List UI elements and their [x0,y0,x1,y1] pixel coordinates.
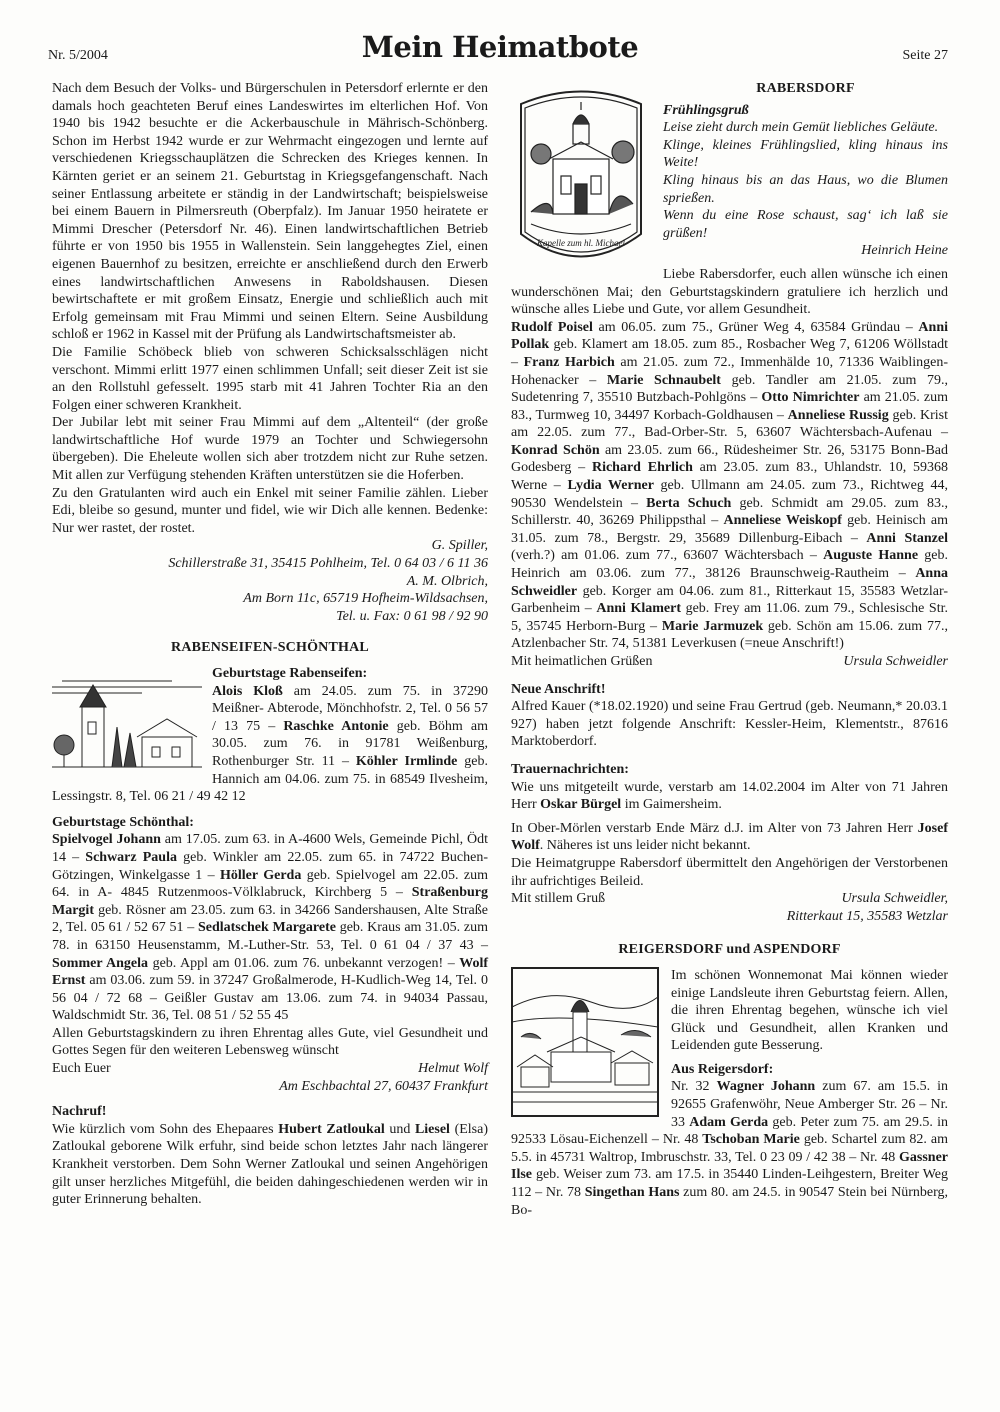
condolence-text-1: Wie uns mitgeteilt wurde, verstarb am 14.02.2004 im Alter von 71 Jahren Herr Oskar Bürgel im Gaimersheim. [511,779,948,813]
schoenthal-wish-text: Allen Geburtstagskindern zu ihren Ehrentag alles Gute, viel Gesundheit und Gottes Segen für den weiteren Lebensweg wünscht [52,1025,488,1059]
masthead-title: Mein Heimatbote [361,30,639,64]
rabersdorf-signature-row [511,653,948,671]
left-column [52,80,488,1209]
rabersdorf-poem-block [511,80,948,319]
signature-wolf-name: Helmut Wolf [418,1061,488,1077]
obituary-text: Wie kürzlich vom Sohn des Ehepaares Hubert Zatloukal und Liesel (Elsa) Zatloukal geborene Wilk erfuhr, sind beide schon letztes Jahr nach längerer Krankheit verstorben. Dem Sohn Werner Zatloukal und seinen Angehörigen gilt unser herzliches Mitgefühl, die beiden dahingeschiedenen werden wir in guter Erinnerung behalten. [52,1121,488,1208]
schoenthal-closing: Euch Euer [52,1061,111,1077]
condolence-text-2: In Ober-Mörlen verstarb Ende März d.J. im Alter von 73 Jahren Herr Josef Wolf. Näheres ist uns leider nicht bekannt. [511,820,948,854]
issue-number: Nr. 5/2004 [48,48,108,63]
signature-spiller-address: Schillerstraße 31, 35415 Pohlheim, Tel. 0 64 03 / 6 11 36 [168,556,488,572]
chapel-caption: Kapelle zum hl. Michael [537,238,625,248]
condolence-signature-name: Ursula Schweidler, [841,891,948,907]
poem-line-2: Klinge, kleines Frühlingslied, kling hinaus ins Weite! [663,137,948,171]
rabersdorf-closing: Mit heimatlichen Grüßen [511,654,653,669]
rabersdorf-greeting: Liebe Rabersdorfer, euch allen wünsche ich einen wunderschönen Mai; den Geburtstagskindern gratuliere ich herzlich und wünsche alles Liebe und Gute, vor allem Gesundheit. [511,266,948,318]
schoenthal-birthdays-text: Spielvogel Johann am 17.05. zum 63. in A-4600 Wels, Gemeinde Pichl, Ödt 14 – Schwarz Paula geb. Winkler am 22.05. zum 65. in 74722 Buchen-Götzingen, Winkelgasse 1 – Höller Gerda geb. Spielvogel am 22.05. zum 64. in A- 4845 Rutzenmoos-Völklabruck, Kirchberg 5 – Straßenburg Margit geb. Rösner am 23.05. zum 63. in 34266 Sandershausen, Alte Straße 2, Tel. 05 61 / 52 67 51 – Sedlatschek Margarete geb. Kraus am 31.05. zum 78. in 63150 Heusenstamm, M.-Luther-Str. 53, Tel. 0 61 04 / 37 43 – Sommer Angela geb. Appl am 01.06. zum 76. unbekannt verzogen! – Wolf Ernst am 03.06. zum 59. in 37247 Großalmerode, H-Kudlich-Weg 14, Tel. 0 56 04 / 72 68 – Geißler Gustav am 13.06. zum 74. in 94034 Passau, Waldschmidt Str. 36, Tel. 08 51 / 52 55 45 [52,832,489,1024]
retirement-text: Der Jubilar lebt mit seiner Frau Mimmi auf dem „Altenteil“ (der große landwirtschaftliche Hof wurde 1979 an Tochter und Schwiegersohn übergeben). Die Eheleute wollen sich aber trotzdem nicht zur Ruhe setzen. Mit allen zur Verfügung stehenden Kräften unterstützen sie die Hoferben. [52,415,488,484]
poem-author: Heinrich Heine [861,243,948,259]
condolence-text-3: Die Heimatgruppe Rabersdorf übermittelt den Angehörigen der Verstorbenen ihr aufrichtiges Beileid. [511,855,948,889]
reigersdorf-intro: Im schönen Wonnemonat Mai können wieder einige Landsleute ihren Geburtstag feiern. Allen, die ihren Ehrentag begehen, wünsche ich viel Glück und Gesundheit, allen Kranken und Leidenden gute Besserung. [671,967,948,1054]
reigersdorf-block [511,967,948,1219]
new-address-heading: Neue Anschrift! [511,681,606,697]
reigersdorf-birthdays-heading: Aus Reigersdorf: [671,1061,774,1077]
rabenseifen-block [52,665,488,806]
right-column [511,80,948,1219]
reigersdorf-birthdays-text: Nr. 32 Wagner Johann zum 67. am 15.5. in 92655 Grafenwöhr, Neue Amberger Str. 26 – Nr. 33 Adam Gerda geb. Peter zum 75. am 29.5. in 92533 Lösau-Eichenzell – Nr. 48 Tschoban Marie geb. Schartel zum 82. am 5.5. in 45731 Waltrop, Imbruschstr. 33, Tel. 0 23 09 / 42 38 – Nr. 48 Gassner Ilse geb. Weiser zum 73. am 17.5. in 35440 Linden-Leihgestern, Breiter Weg 112 – Nr. 78 Singethan Hans zum 80. am 24.5. in 90547 Stein bei Nürnberg, Bo- [511,1079,949,1218]
poem-line-1: Leise zieht durch mein Gemüt liebliches Geläute. [663,120,939,136]
rabenseifen-birthdays-heading: Geburtstage Rabenseifen: [212,666,368,681]
signature-olbrich-phone: Tel. u. Fax: 0 61 98 / 92 90 [336,608,488,624]
rabersdorf-birthdays-text: Rudolf Poisel am 06.05. zum 75., Grüner Weg 4, 63584 Gründau – Anni Pollak geb. Klamert am 18.05. zum 85., Rosbacher Weg 7, 61206 Wöllstadt – Franz Harbich am 21.05. zum 72., Immenhälde 10, 71336 Waiblingen-Hohenacker – Marie Schnaubelt geb. Tandler am 21.05. zum 79., Sudetenring 7, 35510 Butzbach-Pohlgöns – Otto Nimrichter am 21.05. zum 83., Turmweg 10, 34497 Korbach-Goldhausen – Anneliese Russig geb. Krist am 22.05. zum 77., Bad-Orber-Str. 5, 63607 Wächtersbach-Aufenau – Konrad Schön am 23.05. zum 66., Rüdesheimer Str. 26, 53175 Bonn-Bad Godesberg – Richard Ehrlich am 23.05. zum 83., Uhlandstr. 10, 59368 Werne – Lydia Werner geb. Ullmann am 24.05. zum 73., Richtweg 44, 90530 Wendelstein – Berta Schuch geb. Schmidt am 29.05. zum 83., Schillerstr. 40, 36269 Philippsthal – Anneliese Weiskopf geb. Heinisch am 31.05. zum 78., Bergstr. 29, 35689 Dillenburg-Eibach – Anni Stanzel (verh.?) am 01.06. zum 77., 63607 Wächtersbach – Auguste Hanne geb. Heinrich am 03.06. zum 77., 38126 Braunschweig-Rautheim – Anna Schweidler geb. Korger am 04.06. zum 81., Ritterkaut 15, 35583 Wetzlar-Garbenheim – Anni Klamert geb. Frey am 11.06. zum 79., Schlesische Str. 5, 35745 Herborn-Burg – Marie Jarmuzek geb. Schön am 15.06. zum 77., Atzlenbacher Str. 74, 51381 Leverkusen (=neue Anschrift!) [511,319,949,652]
poem-line-4: Wenn du eine Rose schaust, sag‘ ich laß sie grüßen! [663,208,948,241]
chapel-illustration [511,84,651,274]
family-text: Die Familie Schöbeck blieb von schweren Schicksalsschlägen nicht verschont. Mimmi erlitt 1977 einen schlimmen Unfall; seit dieser Zeit ist sie an den Rollstuhl gefesselt. 1995 starb mit 41 Jahren Tochter Ria an den Folgen einer schweren Krankheit. [52,344,488,413]
condolence-signature-row [511,890,948,908]
signature-wolf-address: Am Eschbachtal 27, 60437 Frankfurt [279,1078,488,1094]
signature-olbrich-address: Am Born 11c, 65719 Hofheim-Wildsachsen, [243,591,488,607]
obituary-heading: Nachruf! [52,1104,107,1120]
reigersdorf-village-illustration [511,967,659,1117]
poem-line-3: Kling hinaus bis an das Haus, wo die Blumen sprießen. [663,172,948,206]
signature-spiller-name: G. Spiller, [431,538,488,554]
grandchild-text: Zu den Gratulanten wird auch ein Enkel mit seiner Familie zählen. Lieber Edi, bleibe so gesund, munter und fidel, wie wir Dich alle kennen. Bedenke: Nur wer rastet, der rostet. [52,485,488,536]
biography-text: Nach dem Besuch der Volks- und Bürgerschulen in Petersdorf erlernte er den damals hoch geachteten Beruf eines Landeswirtes im elterlichen Hof. Von 1940 bis 1942 besuchte er die Ackerbauschule in Mährisch-Schönberg. Schon im Herbst 1942 wurde er zur Wehrmacht eingezogen und lernte auf verschiedenen Kriegsschauplätzen die Schrecken des Krieges kennen. In Kärnten geriet er an seinem 21. Geburtstag in Kriegsgefangenschaft. Nach seiner Entlassung arbeitete er ständig in der Landwirtschaft; beispielsweise bei einem Bauern in Pilmersreuth (Oberpfalz). Im Januar 1950 heiratete er Mimmi Drescher (Petersdorf Nr. 46). Einen landwirtschaftlichen Betrieb führte er von 1950 bis 1955 in Wallenstein. Sein langgehegtes Ziel, einen eigenen Bauernhof zu besitzen, erreichte er anschließend durch den Erwerb eines landwirtschaftlichen Anwesens in Raboldshausen. Diesen bewirtschaftete er mit großem Einsatz, Energie und schließlich auch mit Erfolg gemeinsam mit Frau Mimmi und seinen Eltern. Seine Ausbildung schloß er 1962 in Kassel mit der Prüfung als Landwirtschaftsmeister ab. [52,81,488,343]
schoenthal-signature-row [52,1060,488,1078]
village-church-illustration [52,667,202,777]
section-title-rabenseifen: RABENSEIFEN-SCHÖNTHAL [171,640,369,656]
rabenseifen-birthdays-text: Alois Kloß am 24.05. zum 75. in 37290 Meißner- Abterode, Mönchhofstr. 2, Tel. 0 56 57 / 13 75 – Raschke Antonie geb. Böhm am 30.05. zum 76. in 91781 Weißenburg, Rothenburger Str. 11 – Köhler Irmlinde geb. Hannich am 04.06. zum 75. in 68549 Ilvesheim, Lessingstr. 8, Tel. 06 21 / 49 42 12 [52,683,489,805]
signature-olbrich-name: A. M. Olbrich, [406,573,488,589]
condolences-heading: Trauernachrichten: [511,761,629,777]
new-address-text: Alfred Kauer (*18.02.1920) und seine Frau Gertrud (geb. Neumann,* 20.03.1 927) haben jetzt folgende Anschrift: Kessler-Heim, Klementstr., 87616 Marktoberdorf. [511,699,948,750]
page-number: Seite 27 [902,48,948,63]
section-title-reigersdorf: REIGERSDORF und ASPENDORF [618,942,841,958]
condolence-signature-address: Ritterkaut 15, 35583 Wetzlar [786,908,948,924]
section-title-rabersdorf: RABERSDORF [756,81,855,96]
schoenthal-birthdays-heading: Geburtstage Schönthal: [52,814,194,830]
poem-title: Frühlingsgruß [663,102,749,118]
signature-schweidler: Ursula Schweidler [843,654,948,669]
condolence-closing: Mit stillem Gruß [511,891,606,907]
